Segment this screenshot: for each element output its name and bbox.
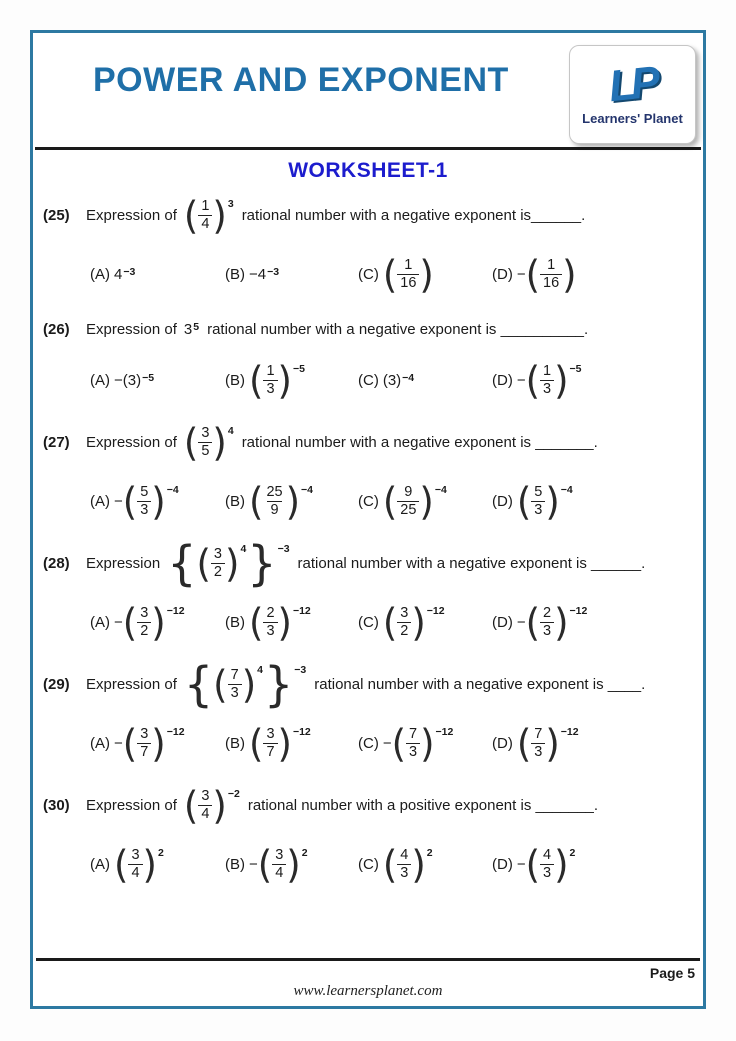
page-frame: [30, 30, 706, 1009]
paren: ): [151, 478, 166, 524]
paren: ): [554, 599, 569, 645]
paren: ): [277, 357, 292, 403]
denominator: 3: [540, 380, 554, 398]
exponent: −4: [560, 484, 573, 497]
question-stem: [43, 535, 699, 592]
learners-planet-logo: [569, 45, 696, 144]
paren: (: [525, 357, 541, 403]
math-text: −: [114, 493, 123, 510]
exponent: −4: [166, 484, 179, 497]
question-expression: [183, 656, 307, 712]
numerator: 7: [409, 726, 418, 743]
numerator: 4: [543, 847, 552, 864]
question-expression: [167, 535, 290, 591]
fraction: [531, 484, 545, 518]
paren: (: [196, 540, 211, 586]
option-b: (B) − ( $\frac{3}{4}$ ) $^2$: [225, 841, 308, 887]
paren: ): [411, 841, 426, 887]
numerator: 1: [547, 257, 556, 274]
paren: (: [114, 841, 129, 887]
denominator: 4: [198, 215, 212, 233]
math-text: −: [249, 856, 258, 873]
question-stem: [43, 777, 699, 834]
numerator: 4: [400, 847, 409, 864]
question-text-pre: Expression of: [86, 434, 177, 451]
question-expression: [183, 419, 235, 465]
denominator: 7: [137, 743, 151, 761]
exponent: −2: [227, 788, 240, 801]
paren: ): [419, 251, 434, 297]
numerator: 1: [201, 198, 210, 215]
question-25: [43, 187, 699, 305]
numerator: 1: [404, 257, 413, 274]
numerator: 9: [404, 484, 413, 501]
exponent: 2: [426, 847, 433, 860]
option-a: (A) ( $\frac{3}{4}$ ) $^2$: [90, 841, 164, 887]
logo-caption: Learners' Planet: [582, 111, 683, 126]
fraction: [540, 257, 562, 291]
brace: {: [167, 535, 197, 591]
exponent: −3: [123, 266, 136, 278]
option-b: (B) −4 −3: [225, 266, 280, 283]
denominator: 25: [397, 501, 419, 519]
fraction: [198, 198, 212, 232]
math-text: 3: [183, 320, 193, 338]
denominator: 4: [272, 864, 286, 882]
paren: (: [525, 599, 541, 645]
numerator: 3: [400, 605, 409, 622]
paren: (: [249, 357, 264, 403]
option-d: (D) − ( $\frac{1}{3}$ ) $^{-5}$: [492, 357, 582, 403]
fraction: [198, 788, 212, 822]
math-text: −: [114, 735, 123, 752]
fraction: [540, 847, 554, 881]
math-text: −(3): [114, 372, 142, 389]
paren: (: [249, 720, 264, 766]
question-stem: [43, 656, 699, 713]
numerator: 3: [201, 425, 210, 442]
fraction: [263, 726, 277, 760]
exponent: 2: [157, 847, 164, 860]
paren: ): [411, 599, 426, 645]
math-text: −: [516, 266, 526, 283]
paren: ): [212, 419, 227, 465]
paren: (: [525, 841, 541, 887]
paren: (: [249, 478, 264, 524]
option-d: (D) − ( $\frac{4}{3}$ ) $^2$: [492, 841, 576, 887]
paren: ): [545, 478, 560, 524]
denominator: 16: [397, 274, 419, 292]
paren: ): [277, 720, 292, 766]
question-number: (25): [43, 207, 70, 224]
lp-monogram-icon: LP: [606, 57, 658, 112]
fraction: [128, 847, 142, 881]
question-text-post: rational number with a negative exponent is ____.: [314, 676, 646, 693]
paren: ): [554, 841, 569, 887]
question-expression: [183, 192, 235, 238]
header: [33, 33, 703, 147]
paren: (: [382, 478, 398, 524]
option-a: (A) −(3) −5: [90, 372, 155, 389]
fraction: [406, 726, 420, 760]
paren: (: [183, 419, 199, 465]
question-expression: [183, 782, 241, 828]
website-url: www.learnersplanet.com: [293, 983, 443, 999]
fraction: [137, 726, 151, 760]
denominator: 3: [137, 501, 151, 519]
denominator: 2: [211, 563, 225, 581]
exponent: −3: [294, 663, 307, 676]
math-text: −: [382, 735, 392, 752]
denominator: 16: [540, 274, 562, 292]
exponent: −12: [560, 726, 579, 739]
options-row: [90, 713, 699, 774]
denominator: 2: [397, 622, 411, 640]
worksheet-heading: WORKSHEET-1: [288, 159, 448, 182]
question-text-pre: Expression: [86, 555, 161, 572]
option-a: (A) − ( $\frac{3}{7}$ ) $^{-12}$: [90, 720, 185, 766]
denominator: 3: [531, 743, 545, 761]
paren: ): [212, 192, 227, 238]
option-b: (B) ( $\frac{2}{3}$ ) $^{-12}$: [225, 599, 311, 645]
question-text-post: rational number with a negative exponent is______.: [241, 207, 586, 224]
exponent: −12: [166, 605, 185, 618]
exponent: −4: [402, 372, 415, 384]
option-d: (D) ( $\frac{5}{3}$ ) $^{-4}$: [492, 478, 573, 524]
option-d: (D) ( $\frac{7}{3}$ ) $^{-12}$: [492, 720, 579, 766]
numerator: 3: [140, 605, 149, 622]
denominator: 9: [267, 501, 281, 519]
paren: (: [183, 782, 199, 828]
paren: ): [419, 478, 434, 524]
math-text: −4: [249, 266, 267, 283]
exponent: −5: [569, 363, 582, 376]
math-text: −: [516, 856, 526, 873]
denominator: 3: [228, 684, 242, 702]
question-stem: [43, 414, 699, 471]
page-title: POWER AND EXPONENT: [93, 61, 509, 99]
denominator: 3: [540, 864, 554, 882]
exponent: −3: [277, 542, 290, 555]
paren: (: [122, 599, 138, 645]
question-number: (30): [43, 797, 70, 814]
options-row: [90, 350, 699, 411]
math-text: 4: [114, 266, 123, 283]
fraction: [540, 605, 554, 639]
brace: }: [247, 535, 277, 591]
fraction: [263, 363, 277, 397]
fraction: [137, 484, 151, 518]
paren: (: [249, 599, 264, 645]
exponent: −4: [434, 484, 447, 497]
paren: ): [277, 599, 292, 645]
options-row: [90, 471, 699, 532]
option-a: (A) − ( $\frac{5}{3}$ ) $^{-4}$: [90, 478, 179, 524]
numerator: 5: [534, 484, 543, 501]
numerator: 5: [140, 484, 149, 501]
denominator: 4: [128, 864, 142, 882]
options-row: [90, 592, 699, 653]
question-text-post: rational number with a negative exponent is ______.: [297, 555, 646, 572]
paren: ): [212, 782, 227, 828]
question-number: (28): [43, 555, 70, 572]
exponent: −5: [292, 363, 305, 376]
math-text: −: [516, 372, 526, 389]
numerator: 2: [543, 605, 552, 622]
question-30: [43, 777, 699, 895]
denominator: 5: [198, 442, 212, 460]
paren: (: [391, 720, 407, 766]
fraction: [263, 605, 277, 639]
option-a: (A) − ( $\frac{3}{2}$ ) $^{-12}$: [90, 599, 185, 645]
paren: ): [142, 841, 157, 887]
question-text-post: rational number with a positive exponent is _______.: [247, 797, 599, 814]
option-d: (D) − ( $\frac{1}{16}$ ): [492, 251, 577, 297]
option-a: (A) 4 −3: [90, 266, 136, 283]
denominator: 3: [263, 622, 277, 640]
question-number: (26): [43, 320, 70, 338]
fraction: [397, 605, 411, 639]
paren: (: [183, 192, 199, 238]
question-text-pre: Expression of: [86, 676, 177, 693]
question-text-post: rational number with a negative exponent is __________.: [207, 320, 589, 338]
paren: (: [382, 841, 398, 887]
fraction: [211, 546, 225, 580]
denominator: 3: [540, 622, 554, 640]
exponent: 2: [569, 847, 576, 860]
denominator: 3: [263, 380, 277, 398]
paren: ): [151, 599, 166, 645]
numerator: 7: [534, 726, 543, 743]
exponent: −4: [301, 484, 313, 497]
numerator: 3: [275, 847, 284, 864]
exponent: −12: [569, 605, 588, 618]
exponent: 4: [227, 425, 234, 438]
fraction: [540, 363, 554, 397]
fraction: [272, 847, 286, 881]
paren: (: [122, 478, 138, 524]
paren: (: [516, 720, 532, 766]
option-b: (B) ( $\frac{3}{7}$ ) $^{-12}$: [225, 720, 311, 766]
questions-list: [33, 185, 703, 895]
exponent: −5: [142, 372, 155, 384]
paren: (: [516, 478, 532, 524]
denominator: 3: [406, 743, 420, 761]
exponent: 4: [240, 542, 247, 555]
numerator: 3: [213, 546, 222, 563]
fraction: [137, 605, 151, 639]
numerator: 3: [140, 726, 149, 743]
header-divider: [35, 147, 701, 150]
paren: ): [151, 720, 166, 766]
numerator: 7: [230, 667, 239, 684]
question-text-pre: Expression of: [86, 320, 177, 338]
paren: (: [122, 720, 138, 766]
denominator: 4: [198, 805, 212, 823]
paren: ): [285, 478, 301, 524]
question-text-post: rational number with a negative exponent is _______.: [241, 434, 598, 451]
question-26: [43, 308, 699, 411]
question-number: (29): [43, 676, 70, 693]
fraction: [397, 257, 419, 291]
math-text: (3): [382, 372, 402, 389]
page-number: Page 5: [649, 965, 695, 981]
exponent: −12: [426, 605, 445, 618]
exponent: 5: [193, 320, 200, 333]
question-number: (27): [43, 434, 70, 451]
paren: ): [554, 357, 569, 403]
exponent: −12: [292, 726, 311, 739]
numerator: 3: [201, 788, 210, 805]
question-expression: [184, 321, 200, 338]
options-row: [90, 244, 699, 305]
fraction: [198, 425, 212, 459]
exponent: −3: [267, 266, 280, 278]
denominator: 2: [137, 622, 151, 640]
denominator: 3: [397, 864, 411, 882]
math-text: −: [516, 614, 526, 631]
denominator: 3: [531, 501, 545, 519]
exponent: 3: [227, 198, 234, 211]
paren: (: [213, 661, 228, 707]
exponent: −12: [166, 726, 185, 739]
option-d: (D) − ( $\frac{2}{3}$ ) $^{-12}$: [492, 599, 588, 645]
numerator: 3: [266, 726, 275, 743]
question-stem: [43, 187, 699, 244]
numerator: 25: [266, 484, 283, 501]
footer-divider: [36, 958, 700, 961]
option-c: (C) ( $\frac{9}{25}$ ) $^{-4}$: [358, 478, 447, 524]
question-text-pre: Expression of: [86, 207, 177, 224]
brace: {: [183, 656, 214, 712]
exponent: −12: [292, 605, 311, 618]
question-text-pre: Expression of: [86, 797, 177, 814]
numerator: 3: [131, 847, 140, 864]
option-c: (C) − ( $\frac{7}{3}$ ) $^{-12}$: [358, 720, 454, 766]
paren: ): [545, 720, 560, 766]
fraction: [531, 726, 545, 760]
paren: ): [562, 251, 577, 297]
paren: (: [382, 599, 398, 645]
paren: ): [225, 540, 240, 586]
question-stem: [43, 308, 699, 350]
brace: }: [263, 656, 294, 712]
math-text: −: [114, 614, 123, 631]
paren: (: [525, 251, 541, 297]
paren: ): [286, 841, 301, 887]
numerator: 1: [543, 363, 552, 380]
fraction: [263, 484, 285, 518]
option-c: (C) ( $\frac{1}{16}$ ): [358, 251, 434, 297]
option-c: (C) ( $\frac{4}{3}$ ) $^2$: [358, 841, 433, 887]
fraction: [228, 667, 242, 701]
paren: ): [241, 661, 257, 707]
option-c: (C) (3) −4: [358, 372, 415, 389]
exponent: 2: [301, 847, 308, 860]
question-29: [43, 656, 699, 774]
paren: ): [420, 720, 435, 766]
question-28: [43, 535, 699, 653]
fraction: [397, 484, 419, 518]
exponent: 4: [257, 663, 263, 676]
option-b: (B) ( $\frac{1}{3}$ ) $^{-5}$: [225, 357, 305, 403]
paren: (: [382, 251, 398, 297]
question-27: [43, 414, 699, 532]
denominator: 7: [263, 743, 277, 761]
fraction: [397, 847, 411, 881]
option-c: (C) ( $\frac{3}{2}$ ) $^{-12}$: [358, 599, 445, 645]
numerator: 2: [266, 605, 275, 622]
exponent: −12: [435, 726, 454, 739]
paren: (: [257, 841, 273, 887]
option-b: (B) ( $\frac{25}{9}$ ) $^{-4}$: [225, 478, 313, 524]
numerator: 1: [266, 363, 275, 380]
options-row: [90, 834, 699, 895]
